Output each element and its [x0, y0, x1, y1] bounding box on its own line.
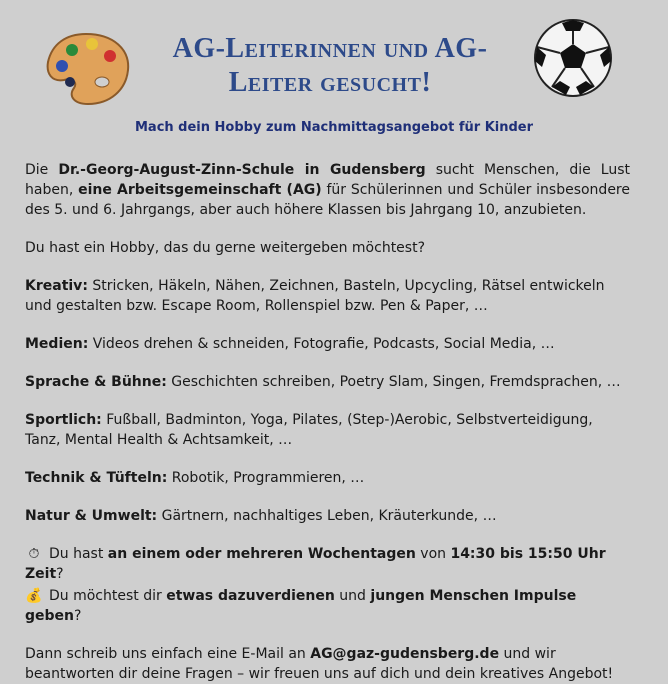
time-text-2: von [415, 546, 451, 562]
title-line-2: Leiter gesucht! [228, 67, 432, 98]
category-medien [25, 334, 630, 354]
category-sportlich [25, 410, 630, 450]
category-text: Videos drehen & schneiden, Fotografie, Podcasts, Social Media, … [88, 336, 555, 352]
category-text: Fußball, Badminton, Yoga, Pilates, (Step-)Aerobic, Selbstverteidigung, Tanz, Mental Health & Achtsamkeit, … [25, 412, 593, 448]
subtitle: Mach dein Hobby zum Nachmittagsangebot für Kinder [134, 120, 534, 135]
category-label: Kreativ: [25, 278, 88, 294]
contact-text-1: Dann schreib uns einfach eine E-Mail an [25, 646, 311, 662]
time-line [25, 544, 630, 584]
contact-text-2: und wir beantworten dir deine Fragen – wir freuen uns auf dich und dein kreatives Angebot! [25, 646, 614, 682]
money-line [25, 586, 630, 626]
soccer-ball-icon [532, 17, 614, 99]
time-text-1: Du hast [49, 546, 108, 562]
money-text-1: Du möchtest dir [49, 588, 167, 604]
category-label: Natur & Umwelt: [25, 508, 158, 524]
intro-text-2: sucht Menschen, die Lust haben, [25, 162, 631, 198]
money-bold-2: jungen Menschen Impulse geben [25, 588, 577, 624]
category-technik [25, 468, 630, 488]
stopwatch-icon: ⏱ [28, 546, 40, 562]
category-label: Sportlich: [25, 412, 102, 428]
intro-text-1: Die [25, 162, 59, 178]
time-text-3: ? [56, 566, 64, 582]
category-label: Sprache & Bühne: [25, 374, 167, 390]
intro-text-3: für Schülerinnen und Schüler insbesondere des 5. und 6. Jahrgangs, aber auch höhere Klassen bis Jahrgang 10, anzubieten. [25, 182, 630, 218]
money-text-2: und [334, 588, 371, 604]
main-content [25, 160, 630, 684]
time-bold-1: an einem oder mehreren Wochentagen [107, 546, 416, 562]
category-natur [25, 506, 630, 526]
money-bag-icon: 💰 [25, 588, 43, 604]
category-text: Robotik, Programmieren, … [167, 470, 365, 486]
page-title [150, 32, 510, 100]
paint-palette-icon [44, 30, 130, 108]
category-label: Medien: [25, 336, 89, 352]
contact-paragraph [25, 644, 630, 684]
school-name: Dr.-Georg-August-Zinn-Schule in Gudensberg [58, 162, 426, 178]
money-bold-1: etwas dazuverdienen [166, 588, 335, 604]
time-bold-2: 14:30 bis 15:50 Uhr Zeit [25, 546, 606, 582]
category-text: Stricken, Häkeln, Nähen, Zeichnen, Basteln, Upcycling, Rätsel entwickeln und gestalten bzw. Escape Room, Rollenspiel bzw. Pen & Paper, … [25, 278, 605, 314]
category-text: Geschichten schreiben, Poetry Slam, Singen, Fremdsprachen, … [166, 374, 621, 390]
category-kreativ [25, 276, 630, 316]
category-label: Technik & Tüfteln: [25, 470, 168, 486]
title-line-1: AG-Leiterinnen und AG- [172, 33, 488, 64]
hobby-question: Du hast ein Hobby, das du gerne weitergeben möchtest? [25, 240, 426, 256]
category-sprache [25, 372, 630, 392]
intro-paragraph [25, 160, 630, 220]
category-text: Gärtnern, nachhaltiges Leben, Kräuterkunde, … [157, 508, 497, 524]
ag-highlight: eine Arbeitsgemeinschaft (AG) [78, 182, 322, 198]
money-text-3: ? [74, 608, 82, 624]
contact-email[interactable]: AG@gaz-gudensberg.de [310, 646, 500, 662]
